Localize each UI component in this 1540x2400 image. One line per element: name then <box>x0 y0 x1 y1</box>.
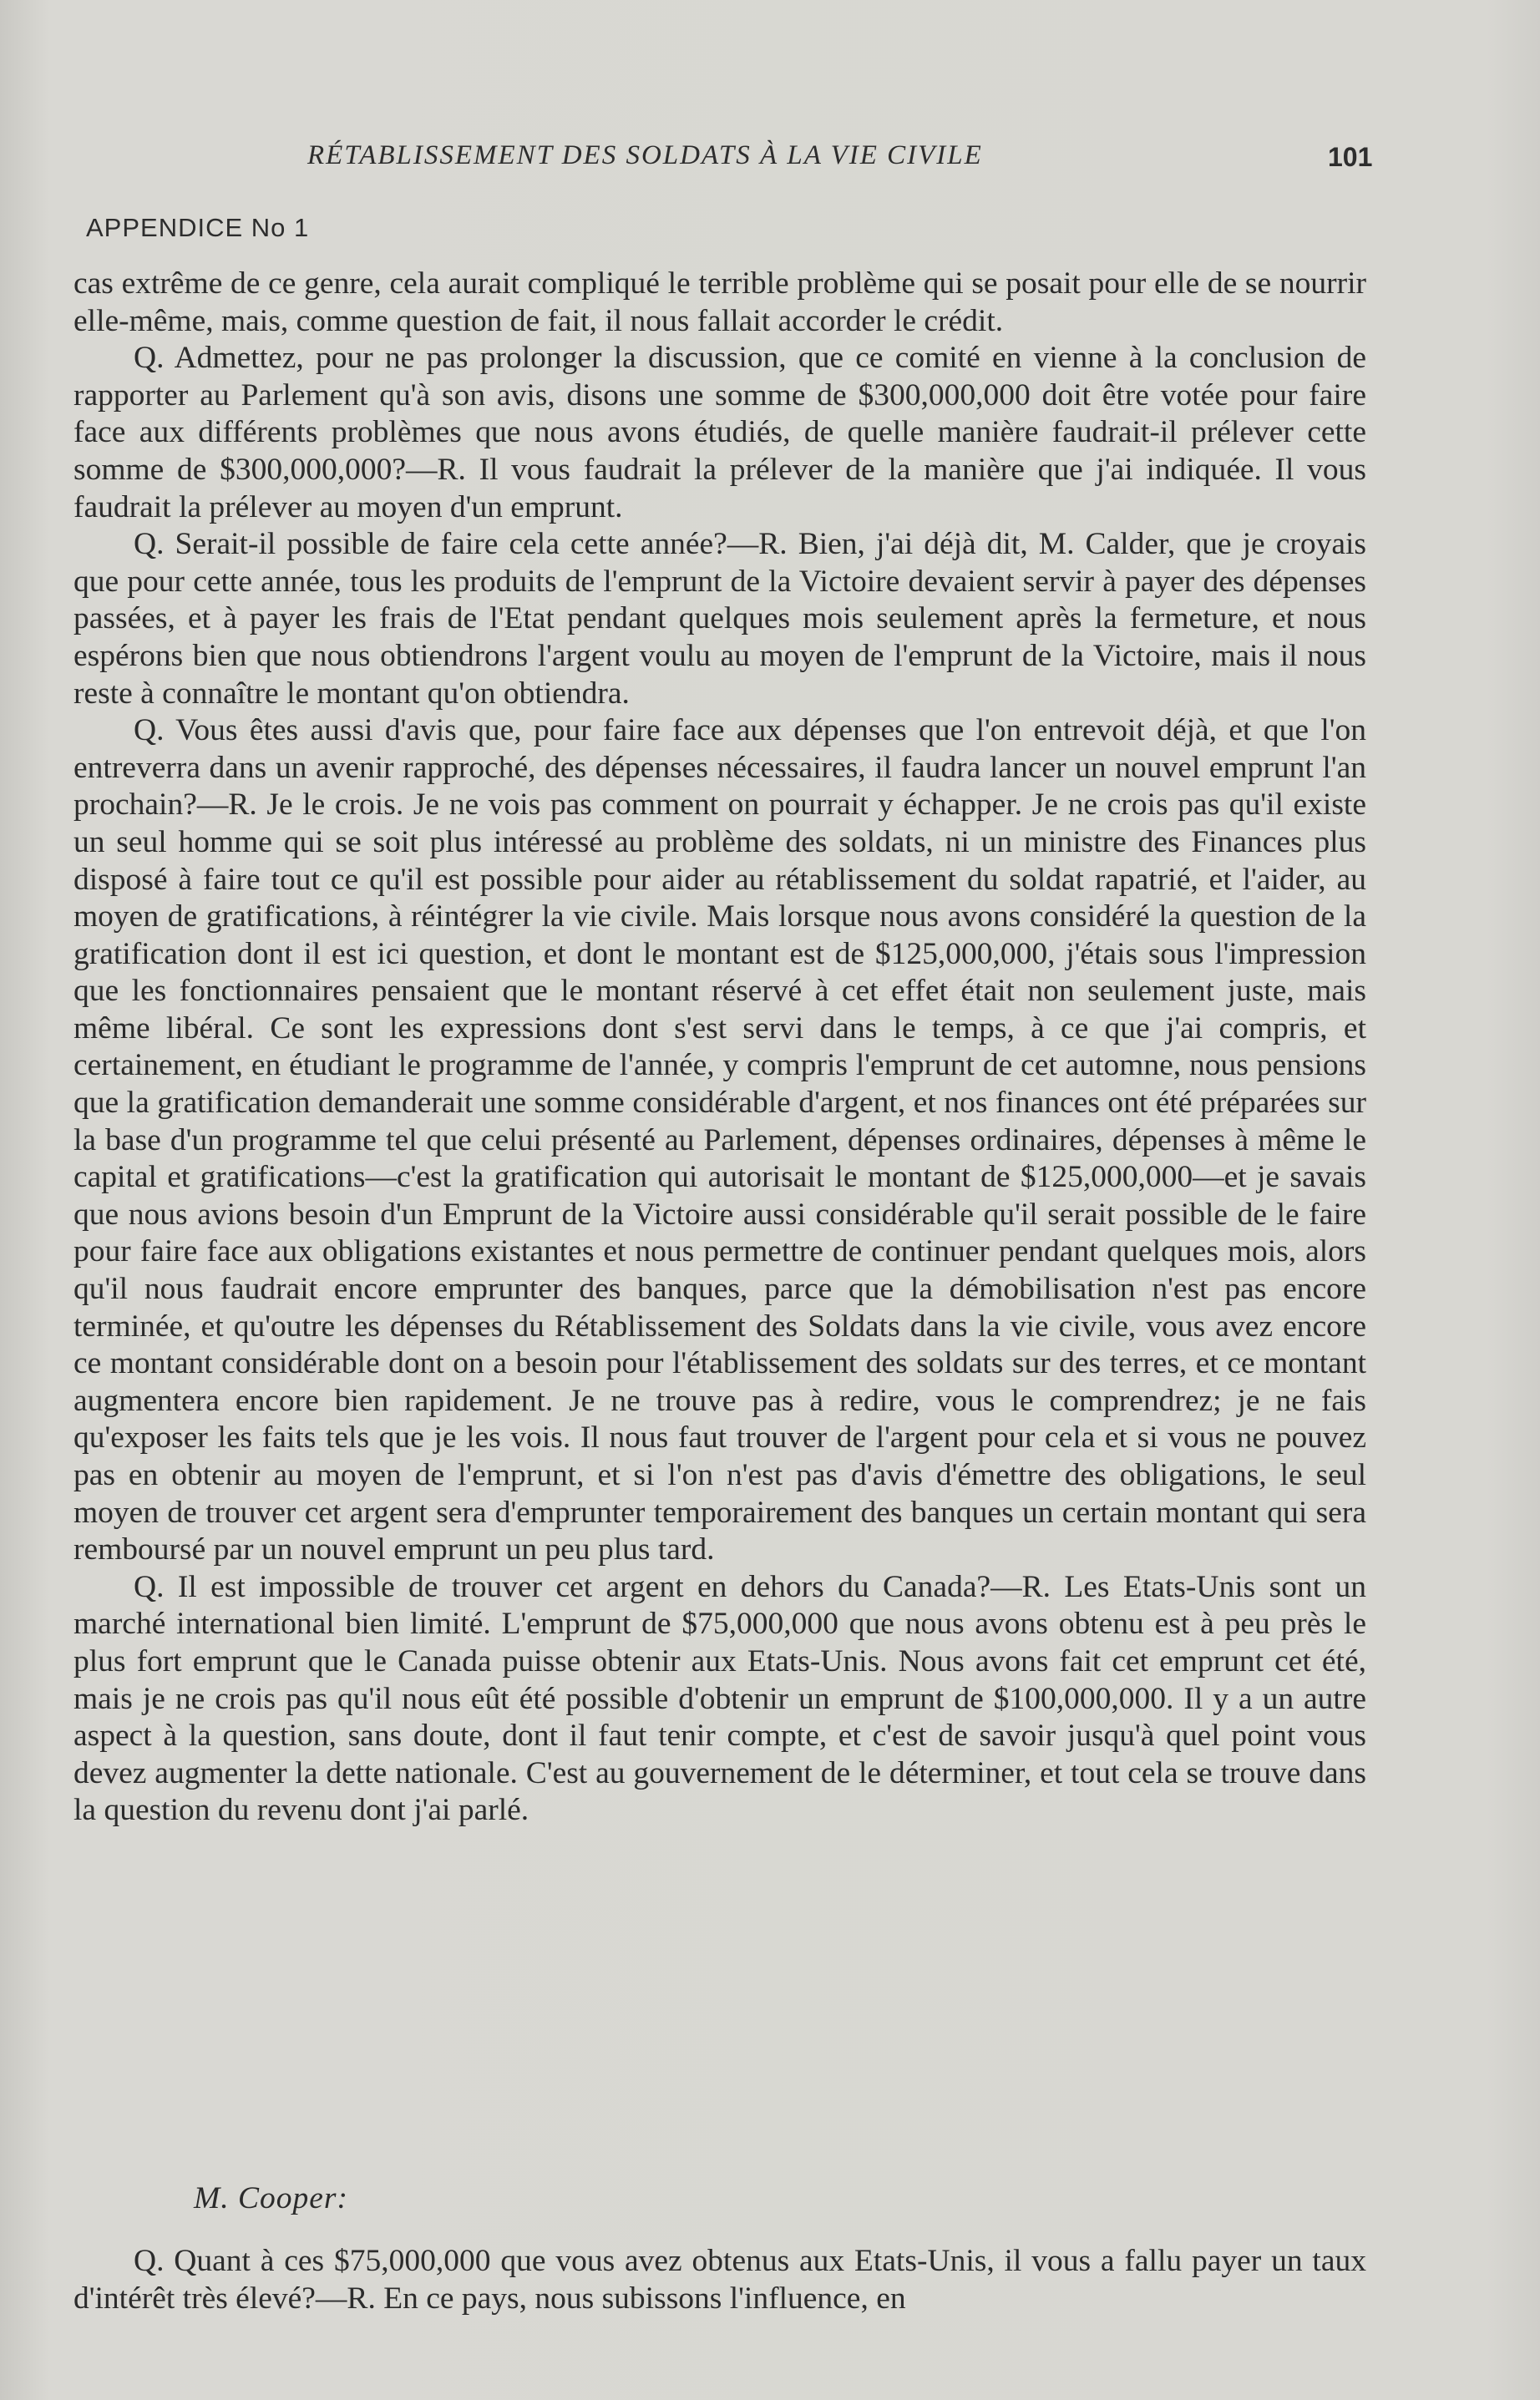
paragraph-question-4: Q. Il est impossible de trouver cet argent en dehors du Canada?—R. Les Etats-Unis sont un marché international bien limité. L'emprunt de $75,000,000 que nous avons obtenu est à peu près le plus fort emprunt que le Canada puisse obtenir aux Etats-Unis. Nous avons fait cet emprunt cet été, mais je ne crois pas qu'il nous eût été possible d'obtenir un emprunt de $100,000,000. Il y a un autre aspect à la question, sans doute, dont il faut tenir compte, et c'est de savoir jusqu'à quel point vous devez augmenter la dette nationale. C'est au gouvernement de le déterminer, et tout cela se trouve dans la question du revenu dont j'ai parlé. <box>73 1569 1366 1828</box>
closing-text <box>73 2243 1366 2317</box>
appendix-label: APPENDICE No 1 <box>86 213 310 242</box>
running-title: RÉTABLISSEMENT DES SOLDATS À LA VIE CIVILE <box>307 140 983 170</box>
paragraph-question-1: Q. Admettez, pour ne pas prolonger la discussion, que ce comité en vienne à la conclusion de rapporter au Parlement qu'à son avis, disons une somme de $300,000,000 doit être votée pour faire face aux différents problèmes que nous avons étudiés, de quelle manière faudrait-il prélever cette somme de $300,000,000?—R. Il vous faudrait la prélever de la manière que j'ai indiquée. Il vous faudrait la prélever au moyen d'un emprunt. <box>73 341 1366 524</box>
paragraph-question-3: Q. Vous êtes aussi d'avis que, pour faire face aux dépenses que l'on entrevoit déjà, et que l'on entreverra dans un avenir rapproché, des dépenses nécessaires, il faudra lancer un nouvel emprunt l'an prochain?—R. Je le crois. Je ne vois pas comment on pourrait y échapper. Je ne crois pas qu'il existe un seul homme qui se soit plus intéressé au problème des soldats, ni un ministre des Finances plus disposé à faire tout ce qu'il est possible pour aider au rétablissement du soldat rapatrié, et l'aider, au moyen de gratifications, à réintégrer la vie civile. Mais lorsque nous avons considéré la question de la gratification dont il est ici question, et dont le montant est de $125,000,000, j'étais sous l'impression que les fonctionnaires pensaient que le montant réservé à cet effet était non seulement juste, mais même libéral. Ce sont les expressions dont s'est servi dans le temps, à ce que j'ai compris, et certainement, en étudiant le programme de l'année, y compris l'emprunt de cet automne, nous pensions que la gratification demanderait une somme considérable d'argent, et nos finances ont été préparées sur la base d'un programme tel que celui présenté au Parlement, dépenses ordinaires, dépenses à même le capital et gratifications—c'est la gratification qui autorisait le montant de $125,000,000—et je savais que nous avions besoin d'un Emprunt de la Victoire aussi considérable qu'il serait possible de le faire pour faire face aux obligations existantes et nous permettre de continuer pendant quelques mois, alors qu'il nous faudrait encore emprunter des banques, parce que la démobilisation n'est pas encore terminée, et qu'outre les dépenses du Rétablissement des Soldats dans la vie civile, vous avez encore ce montant considérable dont on a besoin pour l'établissement des soldats sur des terres, et ce montant augmentera encore bien rapidement. Je ne trouve pas à redire, vous le comprendrez; je ne fais qu'exposer les faits tels que je les vois. Il nous faut trouver de l'argent pour cela et si vous ne pouvez pas en obtenir au moyen de l'emprunt, et si l'on n'est pas d'avis d'émettre des obligations, le seul moyen de trouver cet argent sera d'emprunter temporairement des banques un certain montant qui sera remboursé par un nouvel emprunt un peu plus tard. <box>73 713 1366 1567</box>
page-number: 101 <box>1328 142 1373 172</box>
speaker-heading: M. Cooper: <box>194 2181 348 2215</box>
paragraph-question-5: Q. Quant à ces $75,000,000 que vous avez obtenus aux Etats-Unis, il vous a fallu payer un taux d'intérêt très élevé?—R. En ce pays, nous subissons l'influence, en <box>73 2244 1366 2316</box>
paragraph-question-2: Q. Serait-il possible de faire cela cette année?—R. Bien, j'ai déjà dit, M. Calder, que je croyais que pour cette année, tous les produits de l'emprunt de la Victoire devaient servir à payer des dépenses passées, et à payer les frais de l'Etat pendant quelques mois seulement après la fermeture, et nous espérons bien que nous obtiendrons l'argent voulu au moyen de l'emprunt de la Victoire, mais il nous reste à connaître le montant qu'on obtiendra. <box>73 527 1366 711</box>
paragraph-continuation: cas extrême de ce genre, cela aurait compliqué le terrible problème qui se posait pour elle de se nourrir elle-même, mais, comme question de fait, il nous fallait accorder le crédit. <box>73 266 1366 338</box>
body-text <box>73 266 1366 1830</box>
